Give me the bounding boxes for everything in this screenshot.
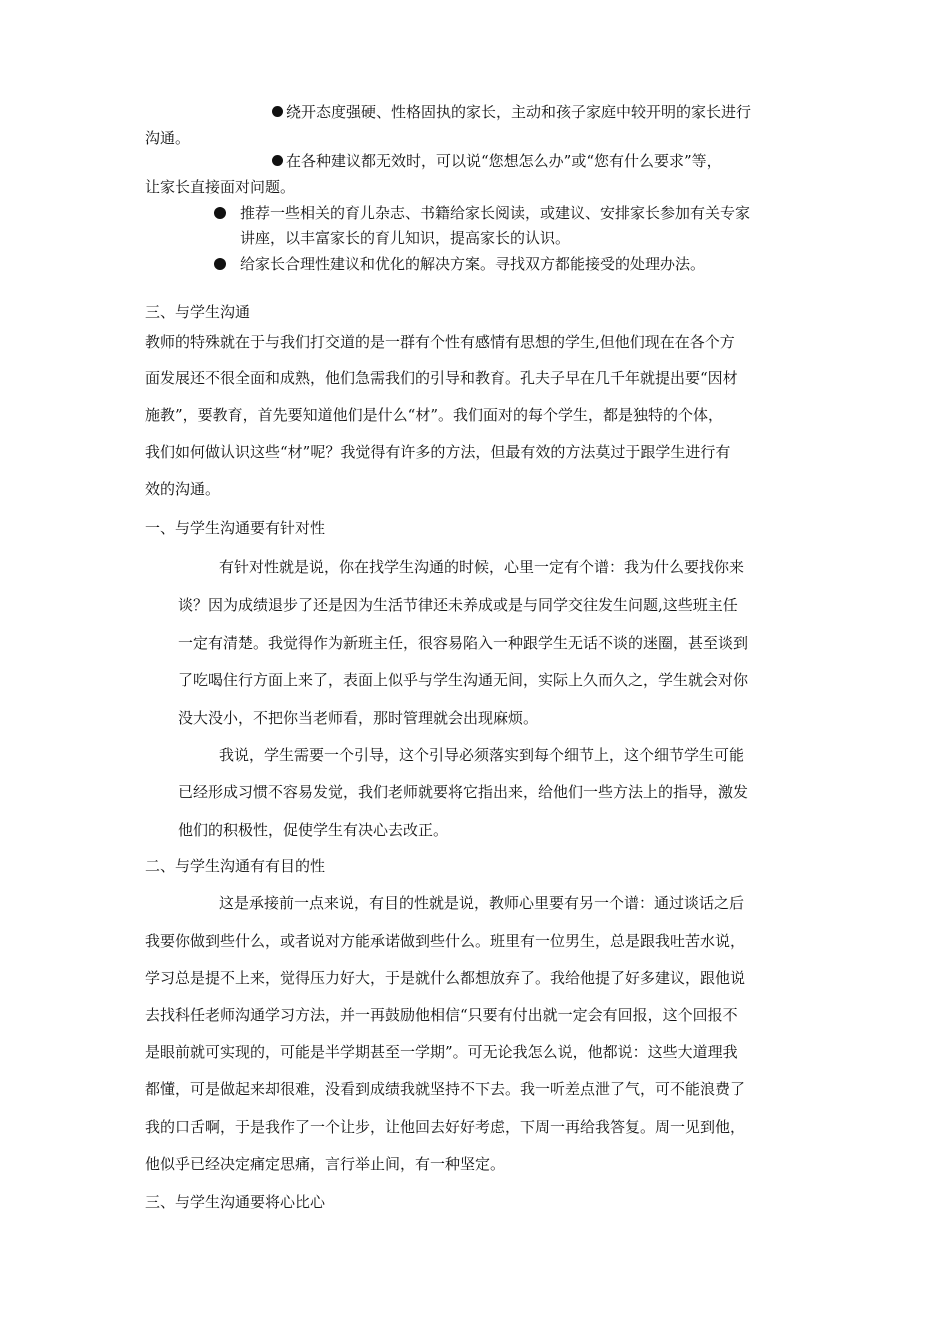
bullet-icon [272, 155, 283, 166]
paragraph-line: 我的口舌啊，于是我作了一个让步，让他回去好好考虑，下周一再给我答复。周一见到他， [145, 1118, 746, 1136]
bullet-2-line-1: 在各种建议都无效时，可以说“您想怎么办”或“您有什么要求”等， [286, 152, 722, 170]
section-title: 三、与学生沟通 [145, 303, 251, 321]
paragraph-line: 谈？因为成绩退步了还是因为生活节律还未养成或是与同学交往发生问题,这些班主任 [178, 596, 738, 614]
paragraph-line: 学习总是提不上来，觉得压力好大，于是就什么都想放弃了。我给他提了好多建议，跟他说 [145, 969, 746, 987]
subsection-title: 三、与学生沟通要将心比心 [145, 1193, 326, 1211]
intro-line: 教师的特殊就在于与我们打交道的是一群有个性有感情有思想的学生,但他们现在在各个方 [145, 333, 735, 351]
subsection-title: 一、与学生沟通要有针对性 [145, 519, 326, 537]
paragraph-line: 没大没小，不把你当老师看，那时管理就会出现麻烦。 [178, 709, 539, 727]
intro-line: 我们如何做认识这些“材”呢？我觉得有许多的方法，但最有效的方法莫过于跟学生进行有 [145, 443, 731, 461]
bullet-icon [214, 207, 226, 219]
paragraph-line: 已经形成习惯不容易发觉，我们老师就要将它指出来，给他们一些方法上的指导，激发 [178, 783, 749, 801]
paragraph-line: 他们的积极性，促使学生有决心去改正。 [178, 821, 449, 839]
paragraph-line: 一定有清楚。我觉得作为新班主任，很容易陷入一种跟学生无话不谈的迷圈，甚至谈到 [178, 634, 749, 652]
paragraph-line: 我要你做到些什么，或者说对方能承诺做到些什么。班里有一位男生，总是跟我吐苦水说， [145, 932, 746, 950]
bullet-icon [214, 258, 226, 270]
subsection-title: 二、与学生沟通有有目的性 [145, 857, 326, 875]
bullet-3-line-1: 推荐一些相关的育儿杂志、书籍给家长阅读，或建议、安排家长参加有关专家 [240, 204, 751, 222]
paragraph-line: 我说，学生需要一个引导，这个引导必须落实到每个细节上，这个细节学生可能 [219, 746, 745, 764]
paragraph-line: 这是承接前一点来说，有目的性就是说，教师心里要有另一个谱：通过谈话之后 [219, 894, 745, 912]
bullet-2-line-2: 让家长直接面对问题。 [145, 178, 296, 196]
paragraph-line: 都懂，可是做起来却很难，没看到成绩我就坚持不下去。我一听差点泄了气，可不能浪费了 [145, 1080, 746, 1098]
bullet-1-line-2: 沟通。 [145, 129, 191, 147]
bullet-3-line-2: 讲座，以丰富家长的育儿知识，提高家长的认识。 [240, 229, 571, 247]
bullet-icon [272, 106, 283, 117]
paragraph-line: 了吃喝住行方面上来了，表面上似乎与学生沟通无间，实际上久而久之，学生就会对你 [178, 671, 749, 689]
paragraph-line: 他似乎已经决定痛定思痛，言行举止间，有一种坚定。 [145, 1155, 506, 1173]
paragraph-line: 有针对性就是说，你在找学生沟通的时候，心里一定有个谱：我为什么要找你来 [219, 558, 745, 576]
bullet-4-line-1: 给家长合理性建议和优化的解决方案。寻找双方都能接受的处理办法。 [240, 255, 706, 273]
bullet-1-line-1: 绕开态度强硬、性格固执的家长，主动和孩子家庭中较开明的家长进行 [286, 103, 752, 121]
intro-line: 施教”，要教育，首先要知道他们是什么“材”。我们面对的每个学生，都是独特的个体， [145, 406, 724, 424]
paragraph-line: 是眼前就可实现的，可能是半学期甚至一学期”。可无论我怎么说，他都说：这些大道理我 [145, 1043, 738, 1061]
intro-line: 效的沟通。 [145, 480, 221, 498]
intro-line: 面发展还不很全面和成熟，他们急需我们的引导和教育。孔夫子早在几千年就提出要“因材 [145, 369, 738, 387]
paragraph-line: 去找科任老师沟通学习方法，并一再鼓励他相信“只要有付出就一定会有回报，这个回报不 [145, 1006, 738, 1024]
